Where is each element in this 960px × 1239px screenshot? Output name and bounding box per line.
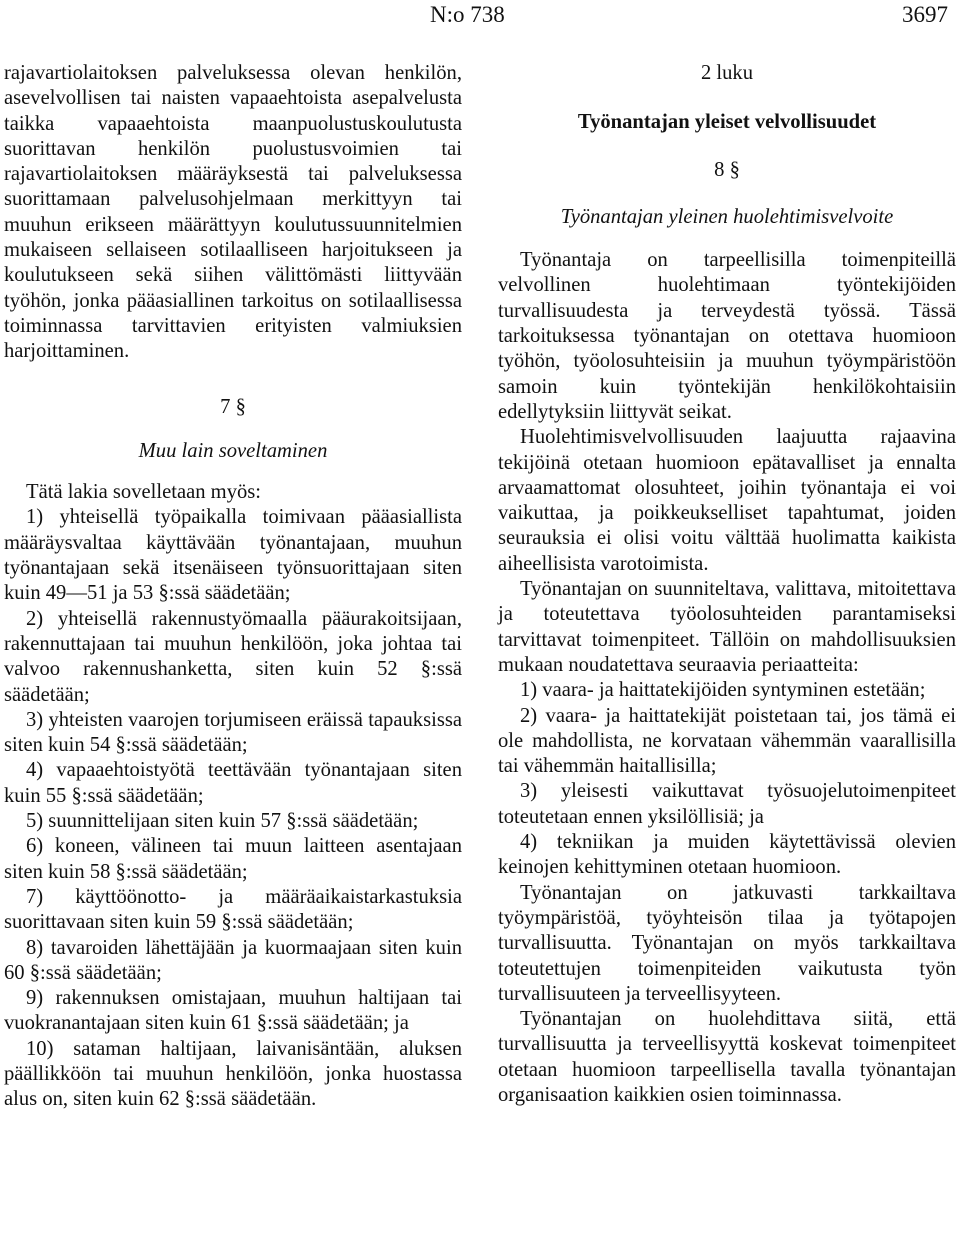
section-7-item: 1) yhteisellä työpaikalla toimivaan pääasiallista määräysvaltaa käyttävään työnantajaan, muuhun työnantajaan sekä itsenäiseen työnsuorittajaan siten kuin 49—51 ja 53 §:ssä säädetään;	[4, 506, 462, 605]
section-8-paragraph: Työnantaja on tarpeellisilla toimenpiteillä velvollinen huolehtimaan työntekijöiden turvallisuudesta ja terveydestä työssä. Tässä tarkoituksessa työnantajan on otettava huomioon työhön, työolosuhteisiin ja muuhun työympäristöön samoin kuin työntekijän henkilökohtaisiin edellytyksiin liittyvät seikat.	[498, 249, 956, 423]
section-8-principle: 3) yleisesti vaikuttavat työsuojelutoimenpiteet toteutetaan ennen yksilöllisiä; ja	[498, 780, 956, 828]
section-7-item: 10) sataman haltijaan, laivanisäntään, aluksen päällikköön tai muuhun henkilöön, jonka huostassa alus on, siten kuin 62 §:ssä säädetään.	[4, 1037, 462, 1111]
section-7-number: 7 §	[220, 395, 246, 418]
section-8-paragraph: Työnantajan on jatkuvasti tarkkailtava työympäristöä, työyhteisön tilaa ja työtapojen turvallisuutta. Työnantajan on myös tarkkailtava toteutettujen toimenpiteiden vaikutusta työn turvallisuuteen ja terveellisyyteen.	[498, 881, 956, 1005]
section-8-paragraph: Työnantajan on huolehdittava siitä, että turvallisuutta ja terveellisyyttä koskevat toimenpiteet otetaan huomioon tarpeellisella tavalla työnantajan organisaation kaikkien osien toiminnassa.	[498, 1008, 956, 1106]
section-7-item: 2) yhteisellä rakennustyömaalla pääurakoitsijaan, rakennuttajaan tai muuhun henkilöön, joka johtaa tai valvoo rakennushanketta, siten kuin 52 §:ssä säädetään;	[4, 607, 462, 706]
chapter-number: 2 luku	[700, 62, 754, 84]
section-7-item: 3) yhteisten vaarojen torjumiseen eräissä tapauksissa siten kuin 54 §:ssä säädetään;	[4, 708, 462, 757]
section-7-item: 5) suunnittelijaan siten kuin 57 §:ssä säädetään;	[26, 810, 419, 833]
section-8-principle: 1) vaara- ja haittatekijöiden syntyminen estetään;	[520, 679, 926, 702]
page-header	[0, 2, 948, 30]
page-number: 3697	[902, 2, 948, 27]
section-7-item: 6) koneen, välineen tai muun laitteen asentajaan siten kuin 58 §:ssä säädetään;	[4, 835, 462, 883]
section-7-item: 9) rakennuksen omistajaan, muuhun haltijaan tai vuokranantajaan siten kuin 61 §:ssä säädetään; ja	[4, 987, 462, 1035]
section-8-number: 8 §	[714, 158, 740, 181]
section-7-title: Muu lain soveltaminen	[138, 439, 328, 462]
right-column	[498, 61, 956, 1108]
left-column	[4, 61, 462, 1113]
section-8-principle: 4) tekniikan ja muiden käytettävissä olevien keinojen kehittyminen otetaan huomioon.	[498, 831, 956, 879]
continuation-paragraph: rajavartiolaitoksen palveluksessa olevan henkilön, asevelvollisen tai naisten vapaaehtoista asepalvelusta taikka vapaaehtoista maanpuolustuskoulutusta suorittavan henkilön puolustusvoimien tai rajavartiolaitoksen määräyksestä tai palveluksessa suorittamaan palvelusohjelmaan merkittyyn tai muuhun erikseen määrättyyn koulutussuunnitelmien mukaiseen sellaiseen sotilaalliseen harjoitukseen ja koulutukseen sekä siihen välittömästi liittyvään työhön, jonka pääasiallinen tarkoitus on sotilaallisessa toiminnassa tarvittavien erityisten valmiuksien harjoittaminen.	[4, 62, 462, 363]
section-8-paragraph: Työnantajan on suunniteltava, valittava, mitoitettava ja toteutettava työolosuhteiden parantamiseksi tarvittavat toimenpiteet. Tällöin on mahdollisuuksien mukaan noudatettava seuraavia periaatteita:	[498, 578, 956, 676]
chapter-title: Työnantajan yleiset velvollisuudet	[577, 111, 877, 134]
section-8-title: Työnantajan yleinen huolehtimisvelvoite	[560, 205, 894, 228]
section-7-item: 8) tavaroiden lähettäjään ja kuormaajaan siten kuin 60 §:ssä säädetään;	[4, 936, 462, 984]
document-number: N:o 738	[430, 2, 505, 27]
section-7-item: 4) vapaaehtoistyötä teettävään työnantajaan siten kuin 55 §:ssä säädetään;	[4, 759, 462, 807]
section-7-intro: Tätä lakia sovelletaan myös:	[26, 481, 262, 504]
section-8-principle: 2) vaara- ja haittatekijät poistetaan tai, jos tämä ei ole mahdollista, ne korvataan vähemmän vaarallisilla tai vähemmän haitallisilla;	[498, 704, 956, 778]
section-8-paragraph: Huolehtimisvelvollisuuden laajuutta rajaavina tekijöinä otetaan huomioon epätavalliset ja ennalta arvaamattomat olosuhteet, joihin työnantaja ei voi vaikuttaa, ja poikkeukselliset tapahtumat, joiden seurauksia ei olisi voitu välttää huolimatta kaikista aiheellisista varotoimista.	[498, 426, 956, 575]
section-7-item: 7) käyttöönotto- ja määräaikaistarkastuksia suorittavaan siten kuin 59 §:ssä säädetään;	[4, 885, 462, 934]
